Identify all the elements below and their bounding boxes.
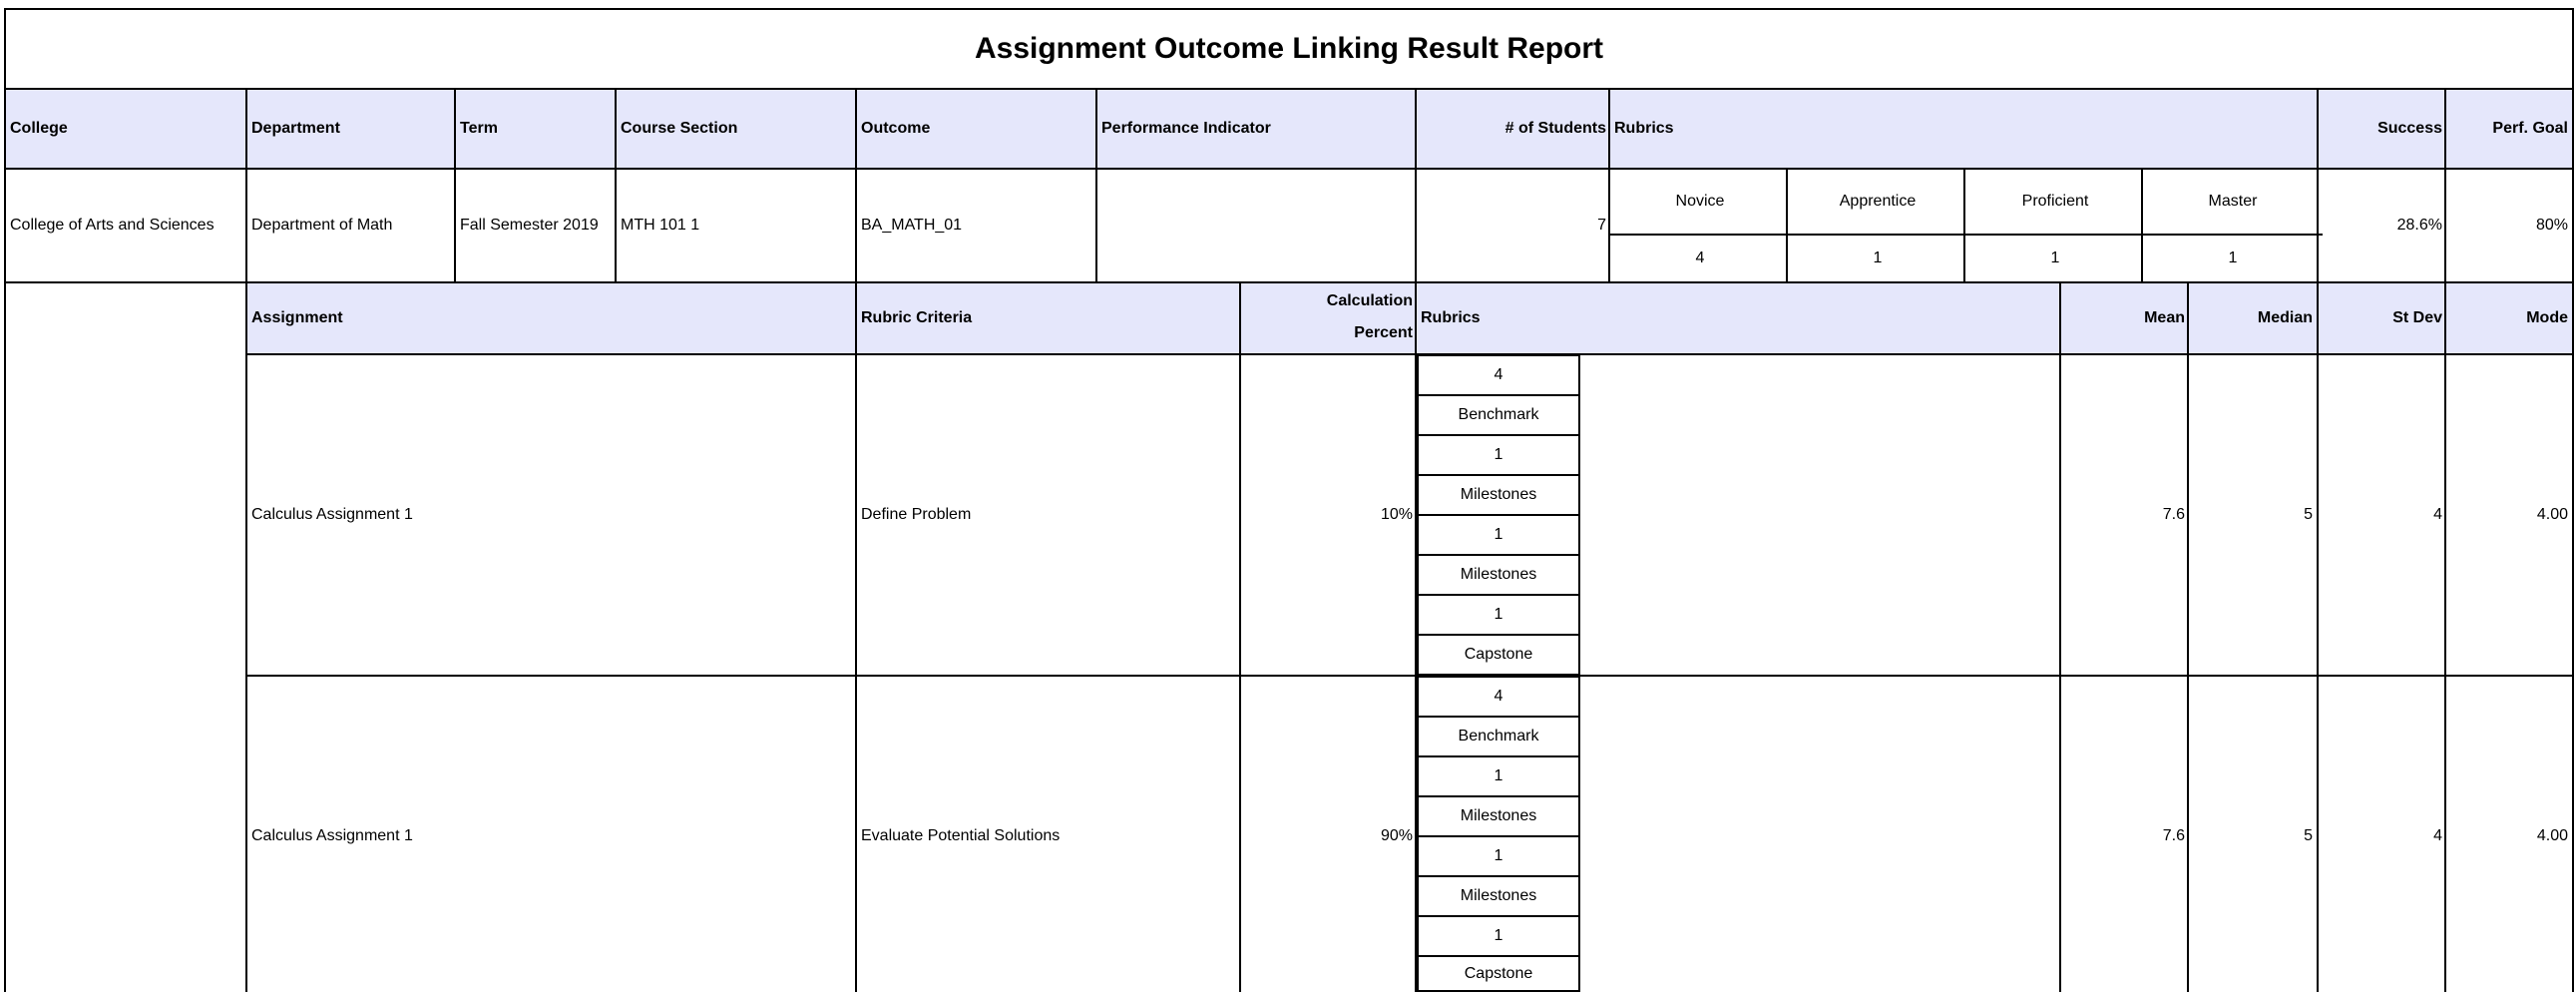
rubric-cell: 4 [1417, 354, 1580, 396]
header-department: Department [251, 120, 340, 137]
detail-header-calc-percent [1243, 285, 1415, 351]
detail-header-mode: Mode [2526, 309, 2568, 326]
header-rubrics: Rubrics [1614, 120, 1674, 137]
grid-line [454, 88, 456, 283]
grid-line [1786, 168, 1788, 283]
header-performance-indicator: Performance Indicator [1101, 120, 1271, 137]
header-outcome: Outcome [861, 120, 931, 137]
grid-line [2317, 88, 2319, 283]
detail-rubric-criteria: Evaluate Potential Solutions [861, 827, 1061, 844]
grid-line [2059, 281, 2061, 992]
rubric-cell: 4 [1417, 676, 1580, 718]
rubric-cell: 1 [1417, 594, 1580, 636]
header-num-students: # of Students [1504, 120, 1606, 137]
grid-line [2141, 168, 2143, 283]
rubric-cell: Milestones [1417, 554, 1580, 596]
detail-mode: 4.00 [2536, 506, 2568, 523]
rubric-cell: 1 [1417, 434, 1580, 476]
rubric-cell: Milestones [1417, 875, 1580, 917]
rubric-level-label: Proficient [2021, 193, 2089, 210]
rubric-cell: 1 [1417, 514, 1580, 556]
grid-line [2187, 281, 2189, 992]
grid-line [4, 88, 2574, 90]
detail-header-median: Median [2257, 309, 2313, 326]
rubric-level-label: Apprentice [1839, 193, 1917, 210]
rubric-cell: 1 [1417, 835, 1580, 877]
summary-term: Fall Semester 2019 [460, 217, 599, 234]
detail-mean: 7.6 [2162, 827, 2185, 844]
detail-assignment: Calculus Assignment 1 [251, 827, 413, 844]
grid-line [4, 8, 2574, 10]
summary-performance-indicator [1099, 170, 1415, 281]
detail-assignment: Calculus Assignment 1 [251, 506, 413, 523]
detail-header-mean: Mean [2144, 309, 2185, 326]
grid-line [245, 675, 2574, 677]
detail-st-dev: 4 [2433, 506, 2442, 523]
grid-line [1963, 168, 1965, 283]
summary-college: College of Arts and Sciences [10, 217, 215, 234]
grid-line [615, 88, 617, 283]
summary-perf-goal: 80% [2535, 217, 2568, 234]
grid-line [1095, 88, 1097, 283]
header-success: Success [2377, 120, 2442, 137]
grid-line [1608, 88, 1610, 283]
rubric-level-label: Master [2208, 193, 2258, 210]
grid-line [1239, 281, 1241, 992]
rubric-cell: Capstone [1417, 634, 1580, 676]
summary-success: 28.6% [2396, 217, 2442, 234]
rubric-level-count: 1 [2228, 249, 2238, 266]
rubric-level-count: 1 [1873, 249, 1883, 266]
summary-course-section: MTH 101 1 [621, 217, 700, 234]
detail-calc-percent: 10% [1380, 506, 1413, 523]
header-course-section: Course Section [621, 120, 738, 137]
rubric-cell: Milestones [1417, 474, 1580, 516]
detail-calc-percent: 90% [1380, 827, 1413, 844]
grid-line [2317, 281, 2319, 992]
report-title: Assignment Outcome Linking Result Report [974, 32, 1604, 65]
header-perf-goal: Perf. Goal [2492, 120, 2568, 137]
detail-header-rubric-criteria: Rubric Criteria [861, 309, 973, 326]
summary-department: Department of Math [251, 217, 393, 234]
summary-outcome: BA_MATH_01 [861, 217, 963, 234]
grid-line [855, 88, 857, 283]
detail-header-rubrics: Rubrics [1421, 309, 1481, 326]
rubric-cell: Benchmark [1417, 394, 1580, 436]
calc-percent-line1: Calculation [1326, 292, 1413, 309]
rubric-cell: Benchmark [1417, 716, 1580, 757]
grid-line [1415, 281, 1417, 992]
grid-line [245, 88, 247, 283]
detail-median: 5 [2304, 506, 2313, 523]
summary-num-students: 7 [1597, 217, 1606, 234]
grid-line [1610, 234, 2323, 236]
rubric-cell: Milestones [1417, 795, 1580, 837]
detail-mode: 4.00 [2536, 827, 2568, 844]
grid-line [2444, 281, 2446, 992]
rubric-cell: 1 [1417, 755, 1580, 797]
grid-line [855, 281, 857, 992]
rubric-cell: 1 [1417, 915, 1580, 957]
detail-median: 5 [2304, 827, 2313, 844]
rubric-level-label: Novice [1675, 193, 1725, 210]
grid-line [1415, 88, 1417, 283]
header-college: College [10, 120, 68, 137]
header-term: Term [460, 120, 498, 137]
grid-line [245, 281, 247, 992]
grid-line [2444, 88, 2446, 283]
grid-line [2572, 8, 2574, 992]
calc-percent-line2: Percent [1354, 324, 1413, 341]
detail-mean: 7.6 [2162, 506, 2185, 523]
detail-header-st-dev: St Dev [2392, 309, 2442, 326]
rubric-level-count: 1 [2050, 249, 2060, 266]
rubric-level-count: 4 [1695, 249, 1705, 266]
detail-header-assignment: Assignment [251, 309, 343, 326]
grid-line [4, 8, 6, 992]
grid-line [4, 168, 2574, 170]
grid-line [245, 353, 2574, 355]
rubric-cell: Capstone [1417, 955, 1580, 992]
detail-st-dev: 4 [2433, 827, 2442, 844]
detail-rubric-criteria: Define Problem [861, 506, 972, 523]
